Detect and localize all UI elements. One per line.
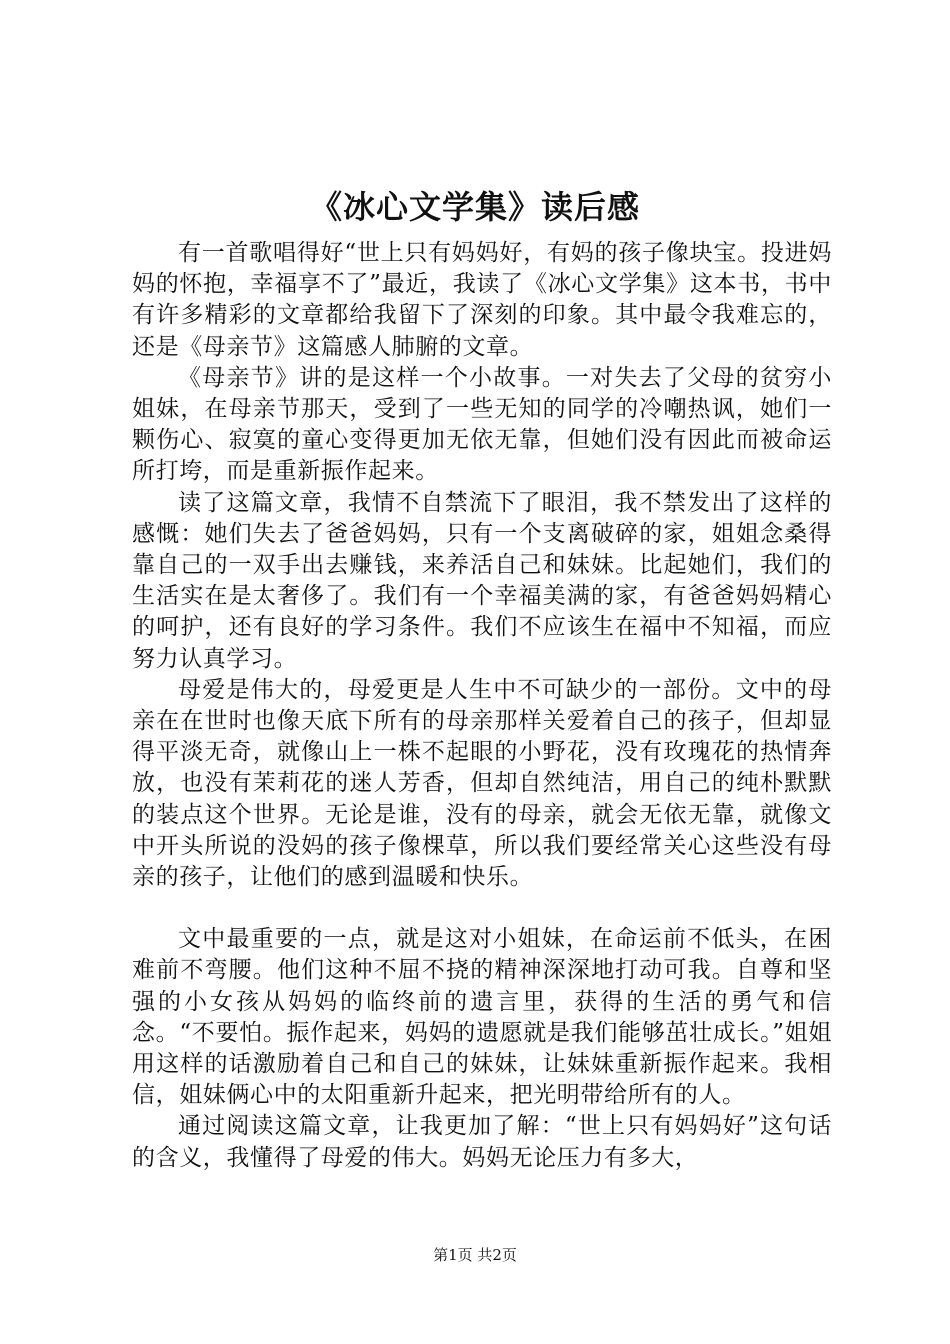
paragraph-4: 母爱是伟大的，母爱更是人生中不可缺少的一部份。文中的母亲在在世时也像天底下所有的母亲那样关爱着自己的孩子，但却显得平淡无奇，就像山上一株不起眼的小野花，没有玫瑰花的热情奔放，也没有茉莉花的迷人芳香，但却自然纯洁，用自己的纯朴默默的装点这个世界。无论是谁，没有的母亲，就会无依无靠，就像文中开头所说的没妈的孩子像棵草，所以我们要经常关心这些没有母亲的孩子，让他们的感到温暖和快乐。: [132, 676, 832, 891]
paragraph-5: 文中最重要的一点，就是这对小姐妹，在命运前不低头，在困难前不弯腰。他们这种不屈不挠的精神深深地打动可我。自尊和坚强的小女孩从妈妈的临终前的遗言里，获得的生活的勇气和信念。“不要怕。振作起来，妈妈的遗愿就是我们能够茁壮成长。”姐姐用这样的话激励着自己和自己的妹妹，让妹妹重新振作起来。我相信，姐妹俩心中的太阳重新升起来，把光明带给所有的人。: [132, 926, 832, 1109]
paragraph-6: 通过阅读这篇文章，让我更加了解：“世上只有妈妈好”这句话的含义，我懂得了母爱的伟大。妈妈无论压力有多大，: [132, 1113, 832, 1171]
page-number-footer: 第1页 共2页: [433, 1246, 517, 1264]
document-title: 《冰心文学集》读后感: [309, 188, 640, 226]
paragraph-3: 读了这篇文章，我情不自禁流下了眼泪，我不禁发出了这样的感慨：她们失去了爸爸妈妈，只有一个支离破碎的家，姐姐念桑得靠自己的一双手出去赚钱，来养活自己和妹妹。比起她们，我们的生活实在是太奢侈了。我们有一个幸福美满的家，有爸爸妈妈精心的呵护，还有良好的学习条件。我们不应该生在福中不知福，而应努力认真学习。: [132, 489, 832, 672]
document-body: [132, 238, 832, 1174]
paragraph-gap: [132, 893, 832, 924]
paragraph-2: 《母亲节》讲的是这样一个小故事。一对失去了父母的贫穷小姐妹，在母亲节那天，受到了一些无知的同学的冷嘲热讽，她们一颗伤心、寂寞的童心变得更加无依无靠，但她们没有因此而被命运所打垮，而是重新振作起来。: [132, 364, 832, 485]
paragraph-1: 有一首歌唱得好“世上只有妈妈好，有妈的孩子像块宝。投进妈妈的怀抱，幸福享不了”最近，我读了《冰心文学集》这本书，书中有许多精彩的文章都给我留下了深刻的印象。其中最令我难忘的，还是《母亲节》这篇感人肺腑的文章。: [132, 240, 832, 360]
